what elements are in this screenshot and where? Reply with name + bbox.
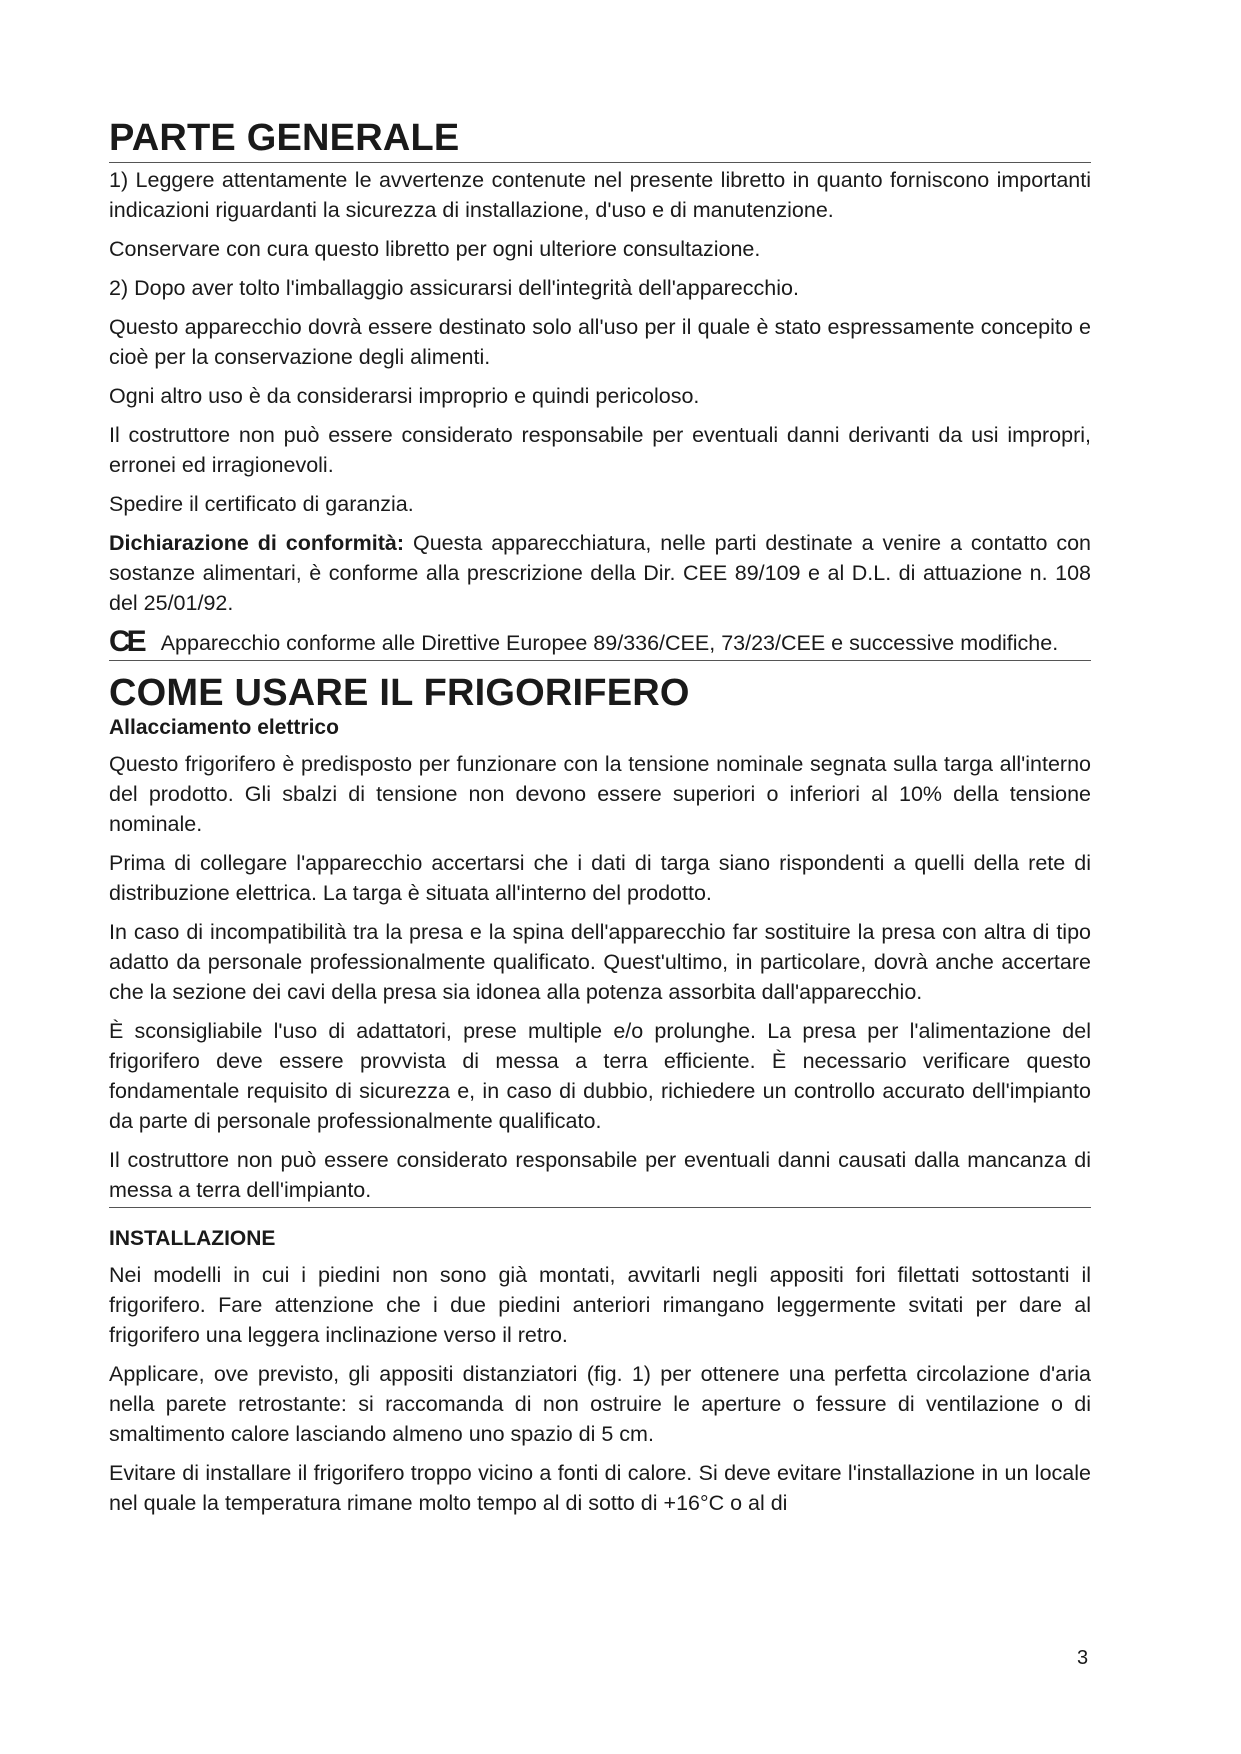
- paragraph: Questo apparecchio dovrà essere destinato solo all'uso per il quale è stato espressamente concepito e cioè per la conservazione degli alimenti.: [109, 315, 1091, 369]
- paragraph: Ogni altro uso è da considerarsi improprio e quindi pericoloso.: [109, 384, 700, 408]
- ce-text: Apparecchio conforme alle Direttive Europee 89/336/CEE, 73/23/CEE e successive modifiche.: [160, 631, 1059, 655]
- page-content: [109, 118, 1091, 1527]
- conformity-label: Dichiarazione di conformità:: [109, 531, 405, 555]
- paragraph: È sconsigliabile l'uso di adattatori, prese multiple e/o prolunghe. La presa per l'alimentazione del frigorifero deve essere provvista di messa a terra efficiente. È necessario verificare questo fondamentale requisito di sicurezza e, in caso di dubbio, richiedere un controllo accurato dell'impianto da parte di personale professionalmente qualificato.: [109, 1019, 1091, 1133]
- paragraph: 2) Dopo aver tolto l'imballaggio assicurarsi dell'integrità dell'apparecchio.: [109, 276, 799, 300]
- ce-statement: [109, 627, 1091, 661]
- paragraph: Prima di collegare l'apparecchio accertarsi che i dati di targa siano rispondenti a quelli della rete di distribuzione elettrica. La targa è situata all'interno del prodotto.: [109, 851, 1091, 905]
- section-title-general: PARTE GENERALE: [109, 118, 1091, 163]
- page-number: 3: [1077, 1647, 1089, 1669]
- paragraph: Evitare di installare il frigorifero troppo vicino a fonti di calore. Si deve evitare l'installazione in un locale nel quale la temperatura rimane molto tempo al di sotto di +16°C o al di: [109, 1461, 1091, 1515]
- paragraph: 1) Leggere attentamente le avvertenze contenute nel presente libretto in quanto forniscono importanti indicazioni riguardanti la sicurezza di installazione, d'uso e di manutenzione.: [109, 168, 1091, 222]
- paragraph: Il costruttore non può essere considerato responsabile per eventuali danni causati dalla mancanza di messa a terra dell'impianto.: [109, 1145, 1091, 1208]
- paragraph: In caso di incompatibilità tra la presa e la spina dell'apparecchio far sostituire la presa con altra di tipo adatto da personale professionalmente qualificato. Quest'ultimo, in particolare, dovrà anche accertare che la sezione dei cavi della presa sia idonea alla potenza assorbita dall'apparecchio.: [109, 920, 1091, 1004]
- paragraph: Questo frigorifero è predisposto per funzionare con la tensione nominale segnata sulla targa all'interno del prodotto. Gli sbalzi di tensione non devono essere superiori o inferiori al 10% della tensione nominale.: [109, 752, 1091, 836]
- section-title-usage: COME USARE IL FRIGORIFERO: [109, 672, 690, 714]
- paragraph: Nei modelli in cui i piedini non sono già montati, avvitarli negli appositi fori filettati sottostanti il frigorifero. Fare attenzione che i due piedini anteriori rimangano leggermente svitati per dare al frigorifero una leggera inclinazione verso il retro.: [109, 1263, 1091, 1347]
- subsection-title-installation: INSTALLAZIONE: [109, 1227, 276, 1250]
- paragraph: Applicare, ove previsto, gli appositi distanziatori (fig. 1) per ottenere una perfetta circolazione d'aria nella parete retrostante: si raccomanda di non ostruire le aperture o fessure di ventilazione o di smaltimento calore lasciando almeno uno spazio di 5 cm.: [109, 1362, 1091, 1446]
- paragraph: Il costruttore non può essere considerato responsabile per eventuali danni derivanti da usi impropri, erronei ed irragionevoli.: [109, 423, 1091, 477]
- paragraph: Spedire il certificato di garanzia.: [109, 492, 414, 516]
- paragraph: Conservare con cura questo libretto per ogni ulteriore consultazione.: [109, 237, 761, 261]
- conformity-text: Questa apparecchiatura, nelle parti destinate a venire a contatto con sostanze alimentari, è conforme alla prescrizione della Dir. CEE 89/109 e al D.L. di attuazione n. 108 del 25/01/92.: [109, 531, 1091, 615]
- conformity-declaration: [109, 528, 1091, 618]
- subsection-title-electrical: Allacciamento elettrico: [109, 716, 339, 739]
- ce-mark-icon: CE: [109, 625, 143, 658]
